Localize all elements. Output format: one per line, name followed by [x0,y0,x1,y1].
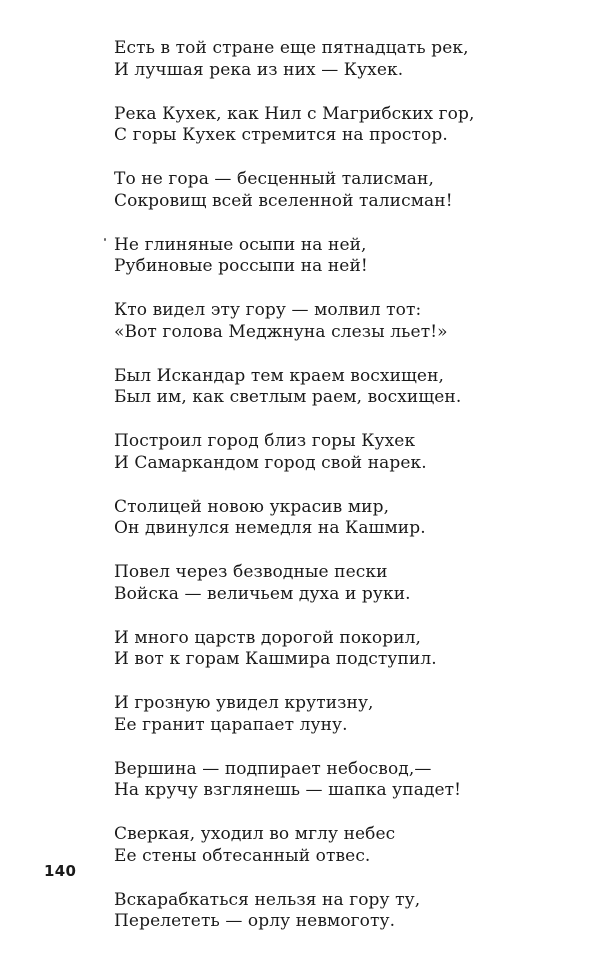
stanza [114,693,574,736]
stanza [114,169,574,212]
stanza [114,431,574,474]
poem-line: Есть в той стране еще пятнадцать рек, [114,38,469,58]
poem-line: Перелететь — орлу невмоготу. [114,911,396,931]
poem-line: Он двинулся немедля на Кашмир. [114,518,426,538]
poem-line: И вот к горам Кашмира подступил. [114,649,437,669]
poem-line: Построил город близ горы Кухек [114,431,416,451]
ink-speck [104,238,106,241]
poem-text [114,38,574,955]
poem-line: Не глиняные осыпи на ней, [114,234,367,255]
stanza [114,890,574,933]
poem-line: И грозную увидел крутизну, [114,693,374,713]
poem-line: И много царств дорогой покорил, [114,627,422,648]
poem-line: То не гора — бесценный талисман, [114,169,434,189]
poem-line: Рубиновые россыпи на ней! [114,256,368,276]
poem-line: Река Кухек, как Нил с Магрибских гор, [114,103,475,124]
poem-line: Столицей новою украсив мир, [114,496,390,517]
poem-line: Ее стены обтесанный отвес. [114,845,371,866]
poem-line: Был Искандар тем краем восхищен, [114,365,445,386]
stanza [114,759,574,802]
poem-line: Был им, как светлым раем, восхищен. [114,387,462,407]
stanza [114,628,574,671]
poem-line: С горы Кухек стремится на простор. [114,125,448,145]
poem-line: Вершина — подпирает небосвод,— [114,758,432,779]
stanza [114,562,574,605]
poem-line: Повел через безводные пески [114,562,388,582]
poem-line: И Самаркандом город свой нарек. [114,452,427,473]
stanza [114,104,574,147]
stanza [114,300,574,343]
poem-line: Вскарабкаться нельзя на гору ту, [114,889,421,910]
stanza [114,497,574,540]
poem-line: На кручу взглянешь — шапка упадет! [114,780,462,800]
poem-line: Кто видел эту гору — молвил тот: [114,300,422,320]
page-number: 140 [44,862,77,880]
poem-line: Ее гранит царапает луну. [114,714,348,735]
poem-line: Сокровищ всей вселенной талисман! [114,190,453,211]
stanza [114,824,574,867]
poem-line: Сверкая, уходил во мглу небес [114,824,396,844]
poem-line: «Вот голова Меджнуна слезы льет!» [114,321,448,342]
stanza [114,38,574,81]
stanza [114,366,574,409]
stanza [114,235,574,278]
poem-line: Войска — величьем духа и руки. [114,583,411,604]
poem-line: И лучшая река из них — Кухек. [114,59,404,80]
